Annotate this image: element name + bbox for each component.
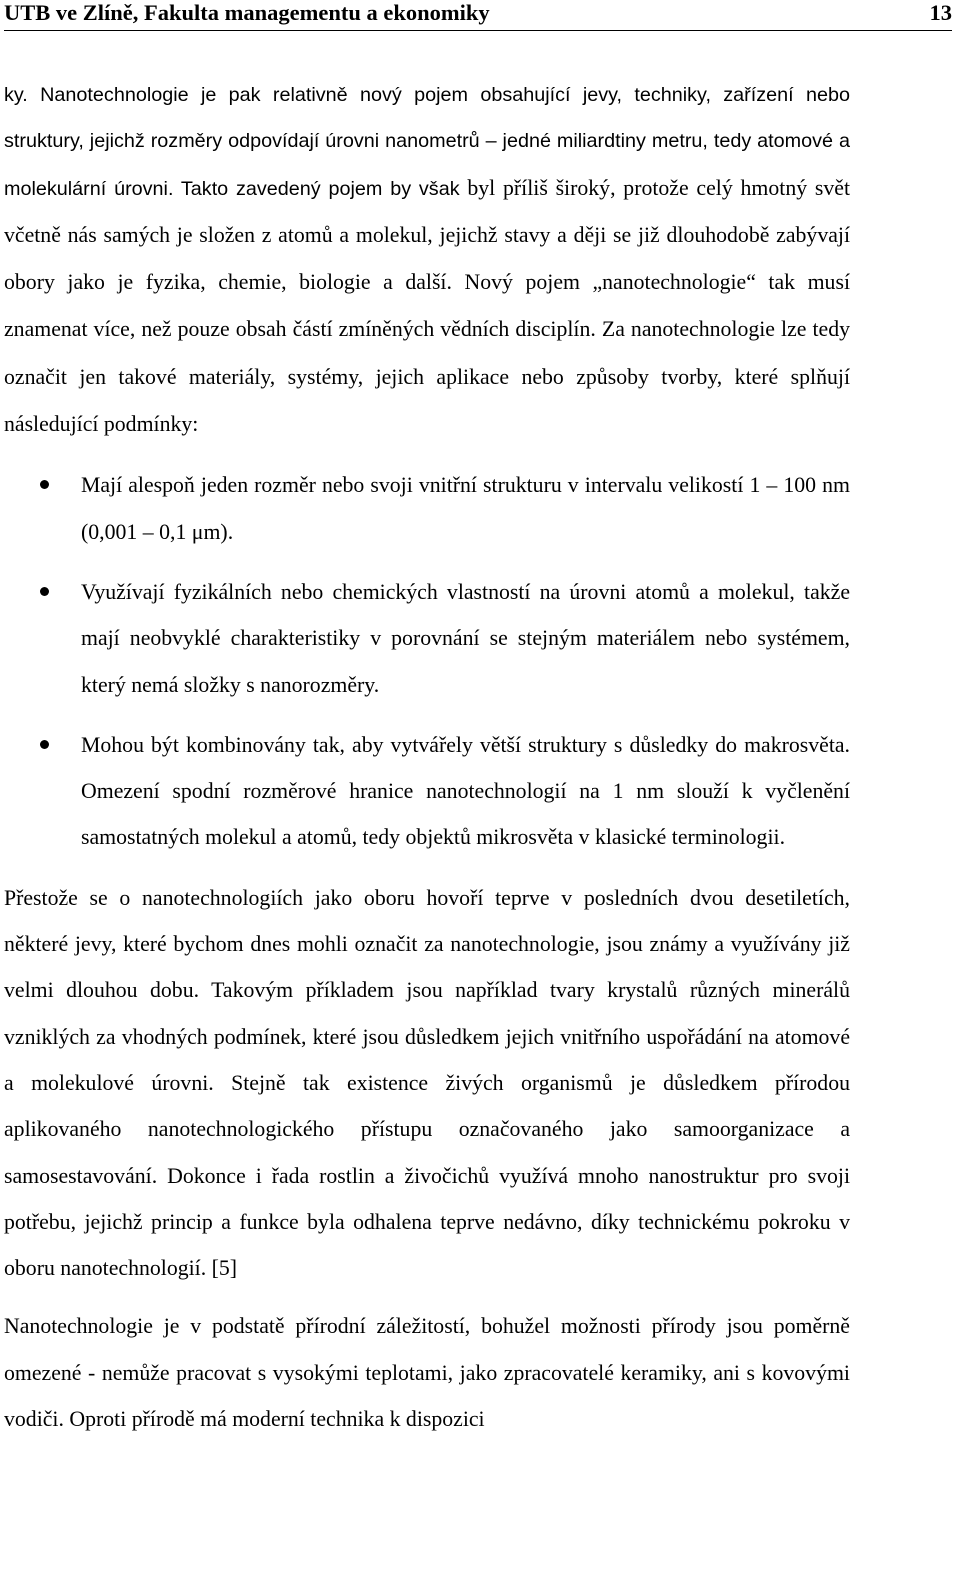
paragraph-nature: Nanotechnologie je v podstatě přírodní záležitostí, bohužel možnosti přírody jsou poměrně omezené - nemůže pracovat s vysokými teplotami, jako zpracovatelé keramiky, ani s kovovými vodiči. Oproti přírodě má moderní technika k dispozici bbox=[4, 1314, 850, 1432]
page-body bbox=[4, 72, 850, 1442]
paragraph-gap bbox=[4, 1291, 850, 1303]
list-item-text: Mají alespoň jeden rozměr nebo svoji vnitřní strukturu v intervalu velikostí 1 – 100 nm (0,001 – 0,1 μm). bbox=[81, 473, 850, 544]
list-item-text: Mohou být kombinovány tak, aby vytvářely větší struktury s důsledky do makrosvěta. Omezení spodní rozměrové hranice nanotechnologií na 1 nm slouží k vyčlenění samostatných molekul a atomů, tedy objektů mikrosvěta v klasické terminologii. bbox=[81, 732, 850, 850]
page-number: 13 bbox=[929, 0, 952, 25]
paragraph-intro-serif-text: byl příliš široký, protože celý hmotný svět včetně nás samých je složen z atomů a molekul, jejichž stavy a ději se již dlouhodobě zabývají obory jako je fyzika, chemie, biologie a další. Nový pojem „nanotechnologie“ tak musí znamenat více, než pouze obsah částí zmíněných vědních disciplín. Za nanotechnologie lze tedy označit jen takové materiály, systémy, jejich aplikace nebo způsoby tvorby, které splňují následující podmínky: bbox=[4, 175, 850, 437]
conditions-list bbox=[4, 462, 850, 860]
paragraph-intro-sans-text: ky. Nanotechnologie je pak relativně nový pojem obsahující jevy, techniky, zařízení nebo struktury, jejichž rozměry odpovídají úrovni nanometrů – jedné miliardtiny metru, tedy atomové a molekulární úrovni. Takto zavedený pojem by však bbox=[4, 84, 850, 200]
header-title: UTB ve Zlíně, Fakulta managementu a ekonomiky bbox=[4, 0, 490, 25]
paragraph-intro bbox=[4, 72, 850, 448]
bullet-icon bbox=[40, 740, 49, 749]
list-item bbox=[4, 722, 850, 861]
bullet-icon bbox=[40, 587, 49, 596]
list-item-text: Využívají fyzikálních nebo chemických vlastností na úrovni atomů a molekul, takže mají neobvyklé charakteristiky v porovnání se stejným materiálem nebo systémem, který nemá složky s nanorozměry. bbox=[81, 579, 850, 697]
list-item bbox=[4, 462, 850, 555]
list-item bbox=[4, 569, 850, 708]
page-header bbox=[4, 0, 952, 31]
bullet-icon bbox=[40, 480, 49, 489]
paragraph-history: Přestože se o nanotechnologiích jako oboru hovoří teprve v posledních dvou desetiletích, některé jevy, které bychom dnes mohli označit za nanotechnologie, jsou známy a využívány již velmi dlouhou dobu. Takovým příkladem jsou například tvary krystalů různých minerálů vzniklých za vhodných podmínek, které jsou důsledkem jejich vnitřního uspořádání na atomové a molekulové úrovni. Stejně tak existence živých organismů je důsledkem přírodou aplikovaného nanotechnologického přístupu označovaného jako samoorganizace a samosestavování. Dokonce i řada rostlin a živočichů využívá mnoho nanostruktur pro svoji potřebu, jejichž princip a funkce byla odhalena teprve nedávno, díky technickému pokroku v oboru nanotechnologií. [5] bbox=[4, 885, 850, 1281]
